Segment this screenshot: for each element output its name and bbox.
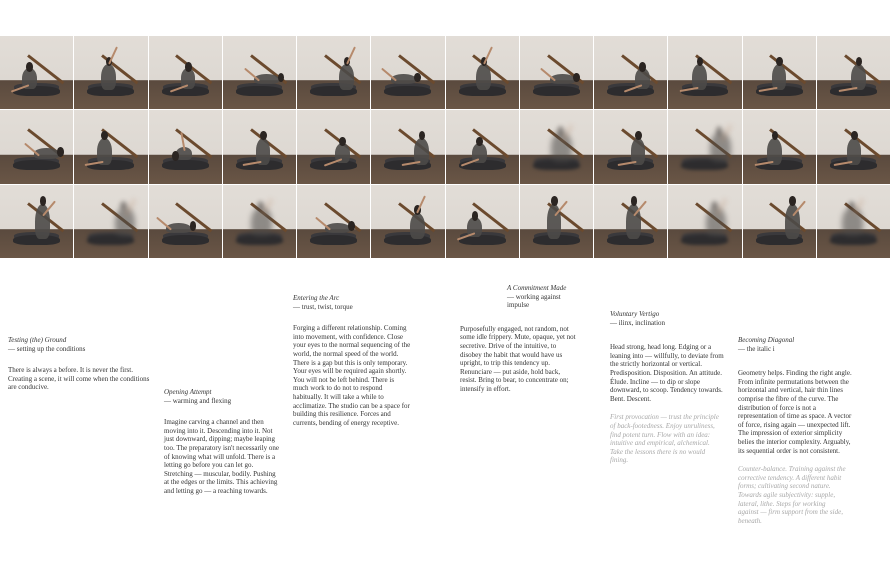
- photo-frame: [520, 185, 593, 258]
- photo-frame: [446, 110, 519, 183]
- photo-frame: [371, 110, 444, 183]
- section-opening-attempt: [164, 388, 282, 496]
- dancer-head: [639, 62, 646, 72]
- section-body: Imagine carving a channel and then moving into it. Descending into it. Not just downward, dipping; maybe leaping too. The preparatory isn't necessarily one of knowing what will unfold. There is a letting go before you can let go. Stretching — muscular, bodily. Pushing at the edges or the limits. This achieving and letting go — a reaching towards.: [164, 418, 280, 495]
- dancer-figure: [115, 207, 136, 236]
- dancer-head: [851, 131, 858, 141]
- dancer-head: [573, 73, 580, 83]
- section-subtitle: — setting up the conditions: [8, 344, 86, 353]
- section-italic-note: First provocation — trust the principle of back-footedness. Enjoy unruliness, find potent turn. Flow with an idea: intuitive and empirical, alchemical. Take the lessons there is no would fining.: [610, 413, 719, 465]
- photo-frame: [223, 110, 296, 183]
- dancer-head: [472, 211, 479, 221]
- floor-cushion: [681, 160, 728, 170]
- photo-frame: [594, 36, 667, 109]
- photo-grid: [0, 36, 891, 259]
- dancer-limb: [346, 47, 356, 65]
- dancer-figure: [842, 207, 863, 236]
- dancer-head: [789, 196, 796, 206]
- floor-cushion: [533, 160, 580, 170]
- dancer-figure: [851, 64, 866, 90]
- photo-frame: [74, 110, 147, 183]
- section-subtitle: — warming and flexing: [164, 396, 232, 405]
- section-body: Purposefully engaged, not random, not some idle frippery. Mute, opaque, yet not secretive. Drive of the intuitive, to disobey the habit that would have us upright, to trip this tendency up. Renunciare — put aside, hold back, resist. Bring to bear, to concentrate on; intensify in effort.: [460, 324, 576, 393]
- photo-frame: [446, 36, 519, 109]
- photo-frame: [743, 185, 816, 258]
- photo-frame: [743, 110, 816, 183]
- dancer-figure: [476, 64, 491, 90]
- photo-frame: [520, 110, 593, 183]
- section-subtitle: — working against impulse: [507, 292, 561, 310]
- photo-frame: [0, 110, 73, 183]
- photo-frame: [223, 185, 296, 258]
- dancer-figure: [339, 64, 354, 90]
- floor-cushion: [13, 160, 60, 170]
- section-becoming-diagonal: [738, 336, 856, 525]
- photo-frame: [149, 185, 222, 258]
- section-voluntary-vertigo: [610, 310, 728, 465]
- photo-frame: [74, 185, 147, 258]
- section-body: There is always a before. It is never the first. Creating a scene, it will come when the conditions are conducive.: [8, 366, 150, 392]
- dancer-figure: [410, 213, 425, 239]
- dancer-head: [26, 62, 33, 72]
- floor-cushion: [87, 235, 134, 245]
- floor-cushion: [236, 235, 283, 245]
- section-italic-note: Counter-balance. Training against the corrective tendency. A different habit forms; cultivating second nature. Towards agile subjectivity: supple, lateral, lithe. Steps for working against — firm support from the side, beneath.: [738, 465, 846, 525]
- photo-frame: [149, 36, 222, 109]
- photo-frame: [371, 185, 444, 258]
- photo-frame: [371, 36, 444, 109]
- photo-frame: [817, 36, 890, 109]
- floor-cushion: [384, 86, 431, 96]
- floor-cushion: [681, 235, 728, 245]
- photo-frame: [668, 36, 741, 109]
- photo-frame: [297, 110, 370, 183]
- section-title: Testing (the) Ground: [8, 336, 67, 344]
- dancer-head: [57, 147, 64, 157]
- section-subtitle: — ilinx, inclination: [610, 318, 666, 327]
- photo-frame: [594, 110, 667, 183]
- dancer-figure: [251, 207, 272, 236]
- photo-frame: [297, 36, 370, 109]
- dancer-figure: [101, 64, 116, 90]
- floor-cushion: [384, 235, 431, 245]
- dancer-head: [631, 196, 638, 206]
- photo-frame: [520, 36, 593, 109]
- dancer-figure: [551, 132, 572, 161]
- photo-frame: [0, 185, 73, 258]
- dancer-head: [635, 131, 642, 141]
- section-title: Opening Attempt: [164, 388, 212, 396]
- photo-frame: [743, 36, 816, 109]
- photo-frame: [817, 110, 890, 183]
- floor-cushion: [310, 235, 357, 245]
- photo-frame: [668, 185, 741, 258]
- section-title: A Commitment Made: [507, 284, 567, 292]
- dancer-limb: [483, 47, 493, 65]
- section-body: Head strong, head long. Edging or a leaning into — willfully, to deviate from the strictly horizontal or vertical. Predisposition. Disposition. An attitude. Élude. Incline — to dip or slope downward, to scoop. Tendency towards. Bent. Descent.: [610, 343, 724, 403]
- dancer-head: [856, 57, 863, 67]
- floor-cushion: [162, 235, 209, 245]
- photo-frame: [74, 36, 147, 109]
- photo-frame: [446, 185, 519, 258]
- section-commitment-made: [460, 284, 578, 394]
- section-title: Voluntary Vertigo: [610, 310, 660, 318]
- section-body: Geometry helps. Finding the right angle. From infinite permutations between the horizontal and vertical, hair thin lines comprise the fibre of the curve. The distribution of force is not a representation of time as space. A vector of force, rising again — unexpected lift. The impression of exterior simplicity belies the interior complexity. Arguably, its sequential order is not consistent.: [738, 369, 852, 455]
- photo-frame: [297, 185, 370, 258]
- dancer-head: [172, 151, 179, 161]
- floor-cushion: [533, 86, 580, 96]
- photo-frame: [149, 110, 222, 183]
- dancer-head: [260, 131, 267, 141]
- dancer-head: [185, 62, 192, 72]
- photo-frame: [0, 36, 73, 109]
- section-subtitle: — the italic i: [738, 344, 775, 353]
- section-body: Forging a different relationship. Coming into movement, with confidence. Close your eyes to the normal sequencing of the world, the normal speed of the world. There is a gap but this is only temporary. Your eyes will be required again shortly. You will not be left behind. There is much work to do not to respond habitually. It will take a while to acclimatize. The studio can be a space for building this resilience. Forces and currents, bending of energy receptive.: [293, 324, 411, 427]
- photo-frame: [223, 36, 296, 109]
- dancer-head: [190, 221, 197, 231]
- dancer-head: [551, 196, 558, 206]
- section-title: Becoming Diagonal: [738, 336, 795, 344]
- dancer-head: [257, 201, 264, 211]
- section-title: Entering the Arc: [293, 294, 340, 302]
- section-subtitle: — trust, twist, torque: [293, 302, 353, 311]
- dancer-head: [848, 201, 855, 211]
- dancer-figure: [710, 132, 731, 161]
- floor-cushion: [236, 86, 283, 96]
- dancer-figure: [706, 207, 727, 236]
- floor-cushion: [162, 160, 209, 170]
- dancer-head: [776, 57, 783, 67]
- section-testing-ground: [8, 336, 156, 392]
- dancer-head: [414, 73, 421, 83]
- dancer-head: [476, 137, 483, 147]
- dancer-head: [40, 196, 47, 206]
- photo-frame: [594, 185, 667, 258]
- photo-frame: [668, 110, 741, 183]
- dancer-head: [348, 221, 355, 231]
- floor-cushion: [830, 235, 877, 245]
- dancer-head: [557, 126, 564, 136]
- photo-frame: [817, 185, 890, 258]
- section-entering-arc: [293, 294, 411, 427]
